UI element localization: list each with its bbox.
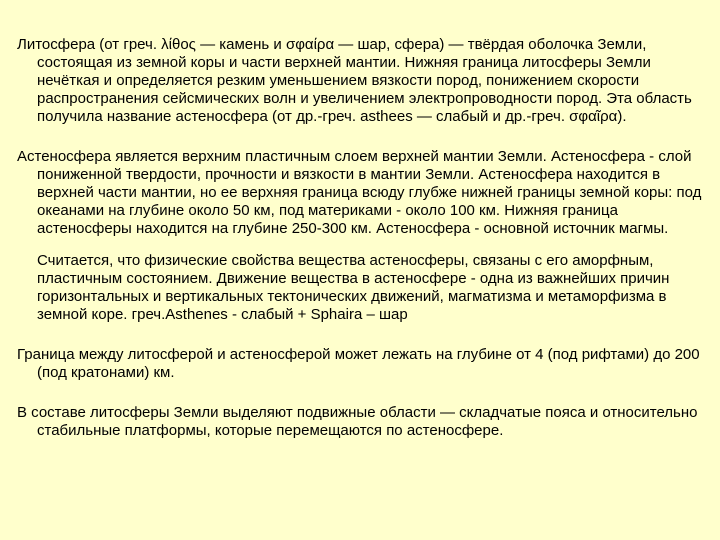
spacer [17, 324, 712, 346]
paragraph-asthenosphere-note: Считается, что физические свойства вещества астеносферы, связаны с его аморфным, пластичным состоянием. Движение вещества в астеносфере - одна из важнейших причин горизонтальных и вертикальных тектонических движений, магматизма и метаморфизма в земной коре. греч.Asthenes - слабый + Sphaira – шар [37, 252, 670, 323]
spacer [17, 126, 712, 148]
paragraph-boundary: Граница между литосферой и астеносферой может лежать на глубине от 4 (под рифтами) до 200 (под кратонами) км. [17, 346, 700, 381]
spacer [17, 238, 712, 252]
slide-body [17, 36, 712, 440]
paragraph-asthenosphere: Астеносфера является верхним пластичным слоем верхней мантии Земли. Астеносфера - слой пониженной твердости, прочности и вязкости в мантии Земли. Астеносфера находится в верхней части мантии, но ее верхняя граница всюду глубже нижней границы земной коры: под океанами на глубине около 50 км, под материками - около 100 км. Нижняя граница астеносферы находится на глубине 250-300 км. Астеносфера - основной источник магмы. [17, 148, 702, 237]
paragraph-lithosphere: Литосфера (от греч. λίθος — камень и σφαίρα — шар, сфера) — твёрдая оболочка Земли, состоящая из земной коры и части верхней мантии. Нижняя граница литосферы Земли нечёткая и определяется резким уменьшением вязкости пород, понижением скорости распространения сейсмических волн и увеличением электропроводности пород. Эта область получила название астеносфера (от др.-греч. asthees — слабый и др.-греч. σφαῖρα). [17, 36, 692, 125]
paragraph-composition: В составе литосферы Земли выделяют подвижные области — складчатые пояса и относительно стабильные платформы, которые перемещаются по астеносфере. [17, 404, 698, 439]
spacer [17, 382, 712, 404]
